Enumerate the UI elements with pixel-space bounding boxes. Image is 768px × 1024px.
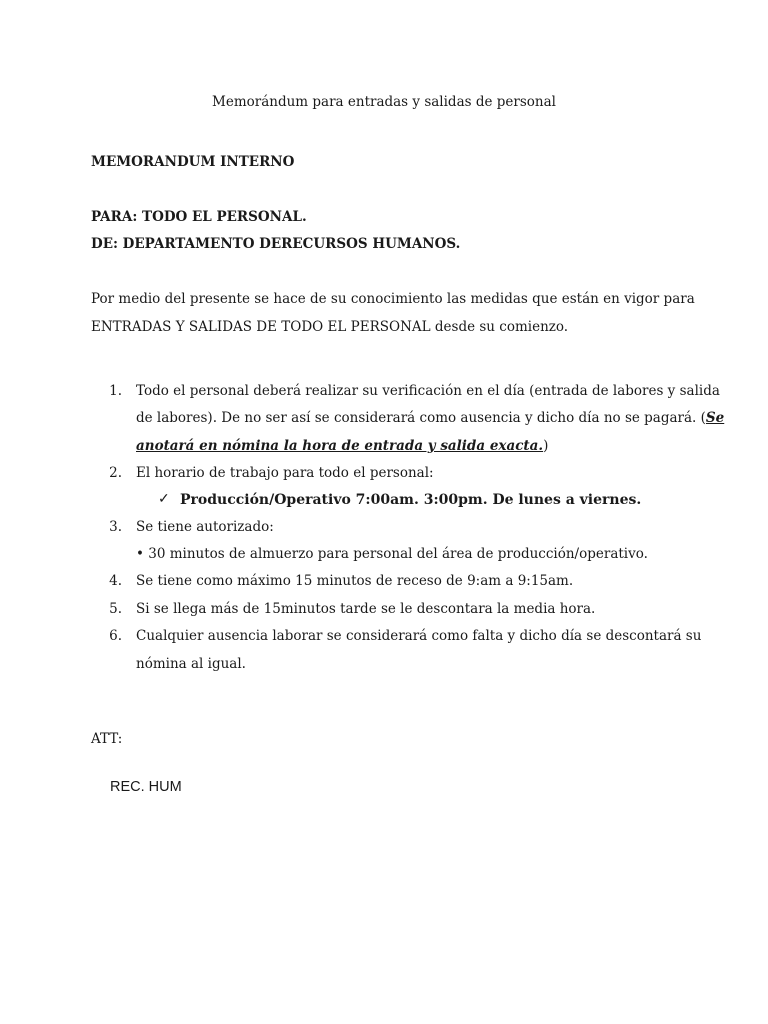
list-number-6: 6.	[109, 628, 122, 644]
schedule-line: Producción/Operativo 7:00am. 3:00pm. De lunes a viernes.	[180, 492, 642, 508]
list-item-1-close: )	[543, 438, 549, 454]
list-item-1-line-3	[136, 437, 548, 455]
list-item-1-emphasis-start: Se	[705, 410, 725, 426]
list-item-1-line-2	[136, 409, 724, 427]
att-label: ATT:	[91, 731, 123, 747]
intro-line-1: Por medio del presente se hace de su conocimiento las medidas que están en vigor para	[91, 291, 695, 307]
list-item-2-line-1: El horario de trabajo para todo el personal:	[136, 465, 434, 481]
list-item-1-text: de labores). De no ser así se considerará como ausencia y dicho día no se pagará. (	[136, 410, 706, 426]
list-item-1-emphasis: anotará en nómina la hora de entrada y salida exacta.	[136, 438, 544, 454]
intro-line-2: ENTRADAS Y SALIDAS DE TODO EL PERSONAL desde su comienzo.	[91, 319, 569, 335]
list-item-6-line-1: Cualquier ausencia laborar se considerará como falta y dicho día se descontará su	[136, 628, 702, 644]
list-item-3-sub: • 30 minutos de almuerzo para personal del área de producción/operativo.	[136, 546, 648, 562]
list-item-4-line-1: Se tiene como máximo 15 minutos de receso de 9:am a 9:15am.	[136, 573, 574, 589]
sender-line: DE: DEPARTAMENTO DERECURSOS HUMANOS.	[91, 236, 461, 252]
checkmark-icon: ✓	[158, 491, 170, 507]
list-number-3: 3.	[109, 519, 122, 535]
list-number-1: 1.	[109, 383, 122, 399]
list-item-5-line-1: Si se llega más de 15minutos tarde se le descontara la media hora.	[136, 601, 596, 617]
recipient-line: PARA: TODO EL PERSONAL.	[91, 209, 307, 225]
memo-heading: MEMORANDUM INTERNO	[91, 154, 295, 170]
signature-text: REC. HUM	[110, 779, 182, 795]
list-item-1-line-1: Todo el personal deberá realizar su verificación en el día (entrada de labores y salida	[136, 383, 720, 399]
list-item-3-line-1: Se tiene autorizado:	[136, 519, 274, 535]
list-number-2: 2.	[109, 465, 122, 481]
list-item-6-line-2: nómina al igual.	[136, 656, 246, 672]
list-number-5: 5.	[109, 601, 122, 617]
list-number-4: 4.	[109, 573, 122, 589]
document-title: Memorándum para entradas y salidas de personal	[212, 94, 556, 110]
